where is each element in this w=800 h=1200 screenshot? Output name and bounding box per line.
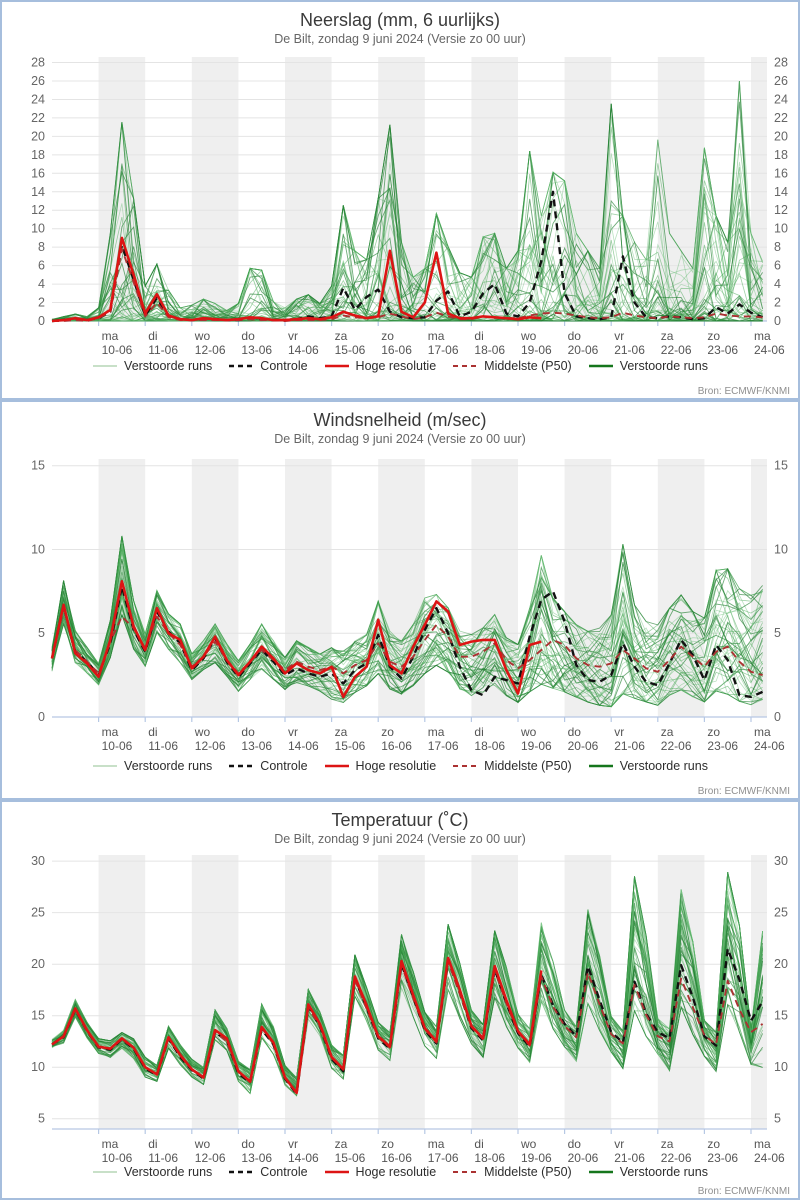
legend-line-swatch xyxy=(228,761,254,771)
svg-text:20: 20 xyxy=(774,129,788,144)
svg-text:ma: ma xyxy=(754,329,771,343)
svg-text:di: di xyxy=(474,725,484,739)
svg-text:18: 18 xyxy=(774,147,788,162)
day-bands xyxy=(99,855,767,1129)
svg-text:za: za xyxy=(660,725,674,739)
svg-text:14-06: 14-06 xyxy=(288,343,319,357)
svg-text:24-06: 24-06 xyxy=(754,1151,785,1165)
svg-text:wo: wo xyxy=(521,1137,537,1151)
svg-text:2: 2 xyxy=(38,295,45,310)
svg-text:4: 4 xyxy=(38,277,45,292)
legend-label: Controle xyxy=(260,1165,308,1179)
chart-subtitle: De Bilt, zondag 9 juni 2024 (Versie zo 00 uur) xyxy=(274,832,526,846)
legend-line-swatch xyxy=(588,361,614,371)
svg-text:30: 30 xyxy=(31,854,45,869)
svg-text:wo: wo xyxy=(194,1137,211,1151)
legend-item xyxy=(452,759,572,773)
svg-text:15: 15 xyxy=(31,458,45,473)
svg-text:24-06: 24-06 xyxy=(754,343,785,357)
svg-text:12-06: 12-06 xyxy=(194,1151,226,1165)
svg-text:25: 25 xyxy=(774,905,788,920)
svg-text:20-06: 20-06 xyxy=(567,739,599,753)
svg-text:za: za xyxy=(334,725,348,739)
legend-line-swatch xyxy=(92,1167,118,1177)
legend-line-swatch xyxy=(588,1167,614,1177)
page-title: Windsnelheid (m/sec) xyxy=(313,410,487,430)
svg-text:di: di xyxy=(148,1137,158,1151)
svg-text:ma: ma xyxy=(427,329,445,343)
svg-text:za: za xyxy=(660,329,674,343)
svg-text:5: 5 xyxy=(38,626,45,641)
legend-item xyxy=(452,359,572,373)
svg-text:6: 6 xyxy=(774,258,781,273)
legend-item xyxy=(324,1165,437,1179)
chart-subtitle: De Bilt, zondag 9 juni 2024 (Versie zo 00 uur) xyxy=(274,32,526,46)
svg-text:do: do xyxy=(241,1137,255,1151)
legend-label: Verstoorde runs xyxy=(619,359,708,373)
x-axis-labels xyxy=(99,717,785,753)
svg-text:23-06: 23-06 xyxy=(707,739,739,753)
chart-legend xyxy=(2,1165,798,1179)
svg-text:di: di xyxy=(148,329,158,343)
svg-text:8: 8 xyxy=(38,240,45,255)
svg-text:vr: vr xyxy=(614,329,625,343)
svg-text:do: do xyxy=(241,329,255,343)
svg-text:24: 24 xyxy=(774,92,788,107)
chart-panel-temperatuur xyxy=(0,800,800,1200)
svg-text:10-06: 10-06 xyxy=(101,739,133,753)
svg-text:11-06: 11-06 xyxy=(148,739,179,753)
precipitation-plot xyxy=(2,49,800,359)
svg-text:vr: vr xyxy=(614,1137,625,1151)
svg-text:10: 10 xyxy=(774,221,788,236)
legend-label: Verstoorde runs xyxy=(619,759,708,773)
svg-text:25: 25 xyxy=(31,905,45,920)
chart-panel-windsnelheid xyxy=(0,400,800,800)
svg-text:ma: ma xyxy=(101,329,119,343)
source-credit: Bron: ECMWF/KNMI xyxy=(697,386,790,397)
svg-text:18-06: 18-06 xyxy=(474,343,506,357)
svg-text:12: 12 xyxy=(31,203,45,218)
day-bands xyxy=(99,459,767,717)
svg-text:15: 15 xyxy=(774,1008,788,1023)
svg-text:ma: ma xyxy=(101,1137,119,1151)
temperature-plot xyxy=(2,849,800,1165)
legend-line-swatch xyxy=(588,761,614,771)
legend-label: Hoge resolutie xyxy=(355,1165,437,1179)
svg-text:16: 16 xyxy=(31,166,45,181)
svg-text:22-06: 22-06 xyxy=(660,343,692,357)
svg-text:26: 26 xyxy=(774,74,788,88)
legend-line-swatch xyxy=(324,761,350,771)
svg-text:zo: zo xyxy=(381,329,394,343)
chart-subtitle: De Bilt, zondag 9 juni 2024 (Versie zo 00 uur) xyxy=(274,432,526,446)
legend-item xyxy=(324,359,437,373)
x-axis-labels xyxy=(99,1129,785,1165)
svg-text:18-06: 18-06 xyxy=(474,739,506,753)
svg-text:13-06: 13-06 xyxy=(241,343,273,357)
svg-text:16-06: 16-06 xyxy=(381,739,412,753)
svg-text:18: 18 xyxy=(31,147,45,162)
legend-label: Middelste (P50) xyxy=(484,759,572,773)
svg-text:14: 14 xyxy=(31,184,45,199)
svg-text:12-06: 12-06 xyxy=(194,343,226,357)
legend-item xyxy=(324,759,437,773)
svg-text:24: 24 xyxy=(31,92,45,107)
svg-text:21-06: 21-06 xyxy=(614,1151,645,1165)
svg-text:15: 15 xyxy=(774,458,788,473)
svg-text:21-06: 21-06 xyxy=(614,739,645,753)
svg-text:19-06: 19-06 xyxy=(521,343,552,357)
svg-text:ma: ma xyxy=(427,725,445,739)
svg-text:wo: wo xyxy=(194,329,211,343)
legend-line-swatch xyxy=(324,1167,350,1177)
svg-text:16: 16 xyxy=(774,166,788,181)
legend-line-swatch xyxy=(228,361,254,371)
svg-text:13-06: 13-06 xyxy=(241,1151,273,1165)
svg-text:6: 6 xyxy=(38,258,45,273)
legend-line-swatch xyxy=(324,361,350,371)
svg-text:20-06: 20-06 xyxy=(567,1151,599,1165)
svg-text:19-06: 19-06 xyxy=(521,739,552,753)
svg-text:19-06: 19-06 xyxy=(521,1151,552,1165)
svg-text:vr: vr xyxy=(288,1137,298,1151)
legend-item xyxy=(92,1165,212,1179)
legend-label: Verstoorde runs xyxy=(124,359,213,373)
svg-text:8: 8 xyxy=(774,240,781,255)
svg-text:20: 20 xyxy=(31,129,45,144)
svg-text:10: 10 xyxy=(31,1060,45,1075)
svg-text:10: 10 xyxy=(31,221,45,236)
svg-text:ma: ma xyxy=(101,725,119,739)
svg-text:18-06: 18-06 xyxy=(474,1151,506,1165)
svg-text:14-06: 14-06 xyxy=(288,1151,319,1165)
svg-text:22: 22 xyxy=(31,110,45,125)
svg-text:13-06: 13-06 xyxy=(241,739,273,753)
legend-label: Verstoorde runs xyxy=(619,1165,708,1179)
legend-item xyxy=(588,759,708,773)
svg-text:10-06: 10-06 xyxy=(101,1151,133,1165)
svg-text:15: 15 xyxy=(31,1008,45,1023)
page-title: Temperatuur (˚C) xyxy=(331,810,469,830)
svg-text:4: 4 xyxy=(774,277,781,292)
svg-text:15-06: 15-06 xyxy=(334,1151,366,1165)
legend-item xyxy=(588,359,708,373)
svg-text:wo: wo xyxy=(521,329,537,343)
svg-text:10: 10 xyxy=(31,542,45,557)
legend-label: Verstoorde runs xyxy=(124,759,213,773)
chart-legend xyxy=(2,759,798,773)
legend-label: Verstoorde runs xyxy=(124,1165,213,1179)
svg-text:5: 5 xyxy=(774,1111,781,1126)
svg-text:vr: vr xyxy=(614,725,625,739)
svg-text:10: 10 xyxy=(774,542,788,557)
svg-text:5: 5 xyxy=(774,626,781,641)
svg-text:do: do xyxy=(567,1137,581,1151)
svg-text:14: 14 xyxy=(774,184,788,199)
legend-line-swatch xyxy=(92,361,118,371)
svg-text:0: 0 xyxy=(38,710,45,724)
svg-text:11-06: 11-06 xyxy=(148,1151,179,1165)
svg-text:di: di xyxy=(474,329,484,343)
svg-text:10: 10 xyxy=(774,1060,788,1075)
svg-text:28: 28 xyxy=(31,55,45,70)
source-credit: Bron: ECMWF/KNMI xyxy=(697,1186,790,1197)
legend-item xyxy=(92,359,212,373)
svg-text:26: 26 xyxy=(31,74,45,88)
svg-text:ma: ma xyxy=(754,1137,771,1151)
svg-text:16-06: 16-06 xyxy=(381,343,412,357)
windspeed-plot xyxy=(2,449,800,759)
svg-text:ma: ma xyxy=(427,1137,445,1151)
chart-panel-neerslag xyxy=(0,0,800,400)
svg-text:16-06: 16-06 xyxy=(381,1151,412,1165)
legend-item xyxy=(588,1165,708,1179)
legend-item xyxy=(452,1165,572,1179)
svg-text:za: za xyxy=(660,1137,674,1151)
svg-text:23-06: 23-06 xyxy=(707,343,739,357)
chart-legend xyxy=(2,359,798,373)
svg-text:21-06: 21-06 xyxy=(614,343,645,357)
legend-label: Controle xyxy=(260,759,308,773)
svg-text:0: 0 xyxy=(774,314,781,328)
svg-text:12-06: 12-06 xyxy=(194,739,226,753)
svg-text:23-06: 23-06 xyxy=(707,1151,739,1165)
svg-text:0: 0 xyxy=(774,710,781,724)
svg-text:di: di xyxy=(148,725,158,739)
x-axis-labels xyxy=(99,321,785,357)
svg-text:17-06: 17-06 xyxy=(427,739,459,753)
svg-text:5: 5 xyxy=(38,1111,45,1126)
svg-text:ma: ma xyxy=(754,725,771,739)
svg-text:wo: wo xyxy=(521,725,537,739)
svg-text:do: do xyxy=(567,725,581,739)
svg-text:zo: zo xyxy=(707,725,721,739)
svg-text:20: 20 xyxy=(774,957,788,972)
svg-text:30: 30 xyxy=(774,854,788,869)
page-title: Neerslag (mm, 6 uurlijks) xyxy=(299,10,501,30)
svg-text:12: 12 xyxy=(774,203,788,218)
svg-text:28: 28 xyxy=(774,55,788,70)
svg-text:zo: zo xyxy=(381,725,394,739)
svg-text:zo: zo xyxy=(707,1137,721,1151)
svg-text:20: 20 xyxy=(31,957,45,972)
legend-item xyxy=(228,759,307,773)
svg-text:za: za xyxy=(334,1137,348,1151)
svg-text:zo: zo xyxy=(707,329,721,343)
svg-text:11-06: 11-06 xyxy=(148,343,179,357)
legend-label: Middelste (P50) xyxy=(484,1165,572,1179)
svg-text:22-06: 22-06 xyxy=(660,1151,692,1165)
source-credit: Bron: ECMWF/KNMI xyxy=(697,786,790,797)
svg-text:17-06: 17-06 xyxy=(427,343,459,357)
legend-label: Hoge resolutie xyxy=(355,359,437,373)
svg-text:22: 22 xyxy=(774,110,788,125)
legend-label: Controle xyxy=(260,359,308,373)
legend-line-swatch xyxy=(452,1167,478,1177)
svg-text:24-06: 24-06 xyxy=(754,739,785,753)
legend-line-swatch xyxy=(92,761,118,771)
svg-text:za: za xyxy=(334,329,348,343)
svg-text:do: do xyxy=(241,725,255,739)
svg-text:15-06: 15-06 xyxy=(334,343,366,357)
svg-text:17-06: 17-06 xyxy=(427,1151,459,1165)
legend-item xyxy=(92,759,212,773)
svg-text:di: di xyxy=(474,1137,484,1151)
legend-line-swatch xyxy=(228,1167,254,1177)
svg-text:15-06: 15-06 xyxy=(334,739,366,753)
legend-label: Hoge resolutie xyxy=(355,759,437,773)
legend-item xyxy=(228,359,307,373)
legend-line-swatch xyxy=(452,761,478,771)
legend-item xyxy=(228,1165,307,1179)
legend-line-swatch xyxy=(452,361,478,371)
svg-text:14-06: 14-06 xyxy=(288,739,319,753)
svg-text:zo: zo xyxy=(381,1137,394,1151)
legend-label: Middelste (P50) xyxy=(484,359,572,373)
svg-text:2: 2 xyxy=(774,295,781,310)
svg-text:vr: vr xyxy=(288,725,298,739)
svg-text:do: do xyxy=(567,329,581,343)
svg-text:20-06: 20-06 xyxy=(567,343,599,357)
svg-text:10-06: 10-06 xyxy=(101,343,133,357)
svg-text:wo: wo xyxy=(194,725,211,739)
svg-text:0: 0 xyxy=(38,314,45,328)
svg-text:22-06: 22-06 xyxy=(660,739,692,753)
svg-text:vr: vr xyxy=(288,329,298,343)
